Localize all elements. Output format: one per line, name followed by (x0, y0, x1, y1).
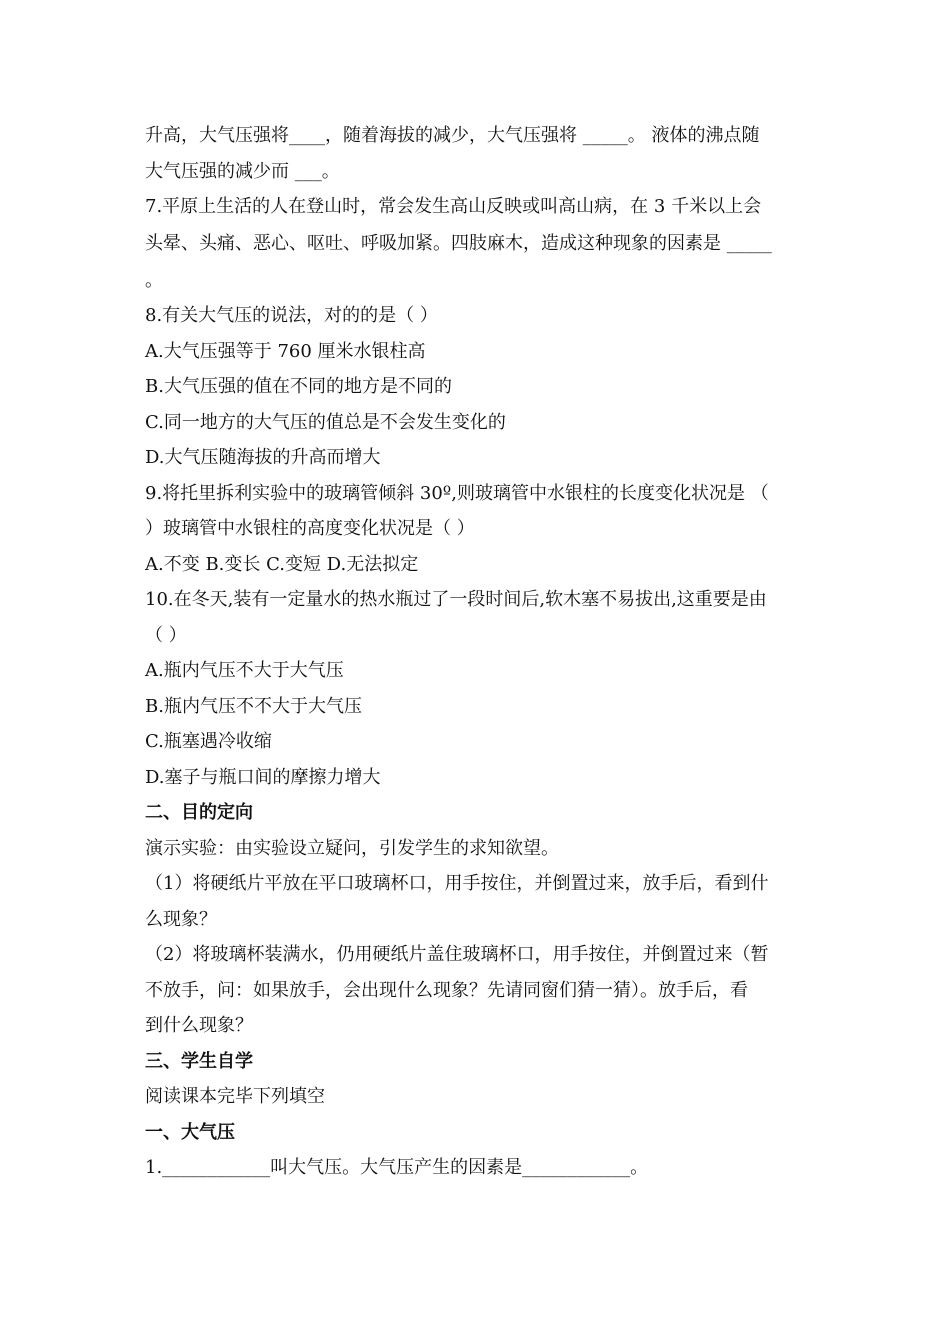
text-line: ）玻璃管中水银柱的高度变化状况是（ ） (145, 518, 475, 539)
subsection-heading: 一、大气压 (145, 1121, 235, 1143)
option-a: A.大气压强等于 760 厘米水银柱高 (145, 340, 426, 362)
text-line: （2）将玻璃杯装满水，仍用硬纸片盖住玻璃杯口，用手按住，并倒置过来（暂 (145, 944, 769, 965)
text-line: 大气压强的减少而 ___。 (145, 160, 340, 182)
text-line: 演示实验：由实验设立疑问，引发学生的求知欲望。 (145, 837, 559, 859)
option-c: C.瓶塞遇冷收缩 (145, 731, 272, 752)
text-line: 么现象？ (145, 908, 217, 930)
text-line: 到什么现象？ (145, 1015, 253, 1036)
text-line: （1）将硬纸片平放在平口玻璃杯口，用手按住，并倒置过来，放手后，看到什 (145, 873, 769, 894)
question-7: 7.平原上生活的人在登山时，常会发生高山反映或叫高山病，在 3 千米以上会 (145, 196, 762, 217)
option-a: A.瓶内气压不大于大气压 (145, 660, 344, 681)
text-line: 升高，大气压强将____，随着海拔的减少，大气压强将 _____。 液体的沸点随 (145, 125, 760, 146)
text-line: 阅读课本完毕下列填空 (145, 1086, 325, 1107)
text-line: 头晕、头痛、恶心、呕吐、呼吸加紧。四肢麻木，造成这种现象的因素是 _____ (145, 232, 772, 254)
option-b: B.瓶内气压不不大于大气压 (145, 695, 362, 717)
option-b: B.大气压强的值在不同的地方是不同的 (145, 376, 452, 397)
option-d: D.塞子与瓶口间的摩擦力增大 (145, 766, 381, 788)
question-10: 10.在冬天,装有一定量水的热水瓶过了一段时间后,软木塞不易拔出,这重要是由 (145, 589, 767, 610)
option-c: C.同一地方的大气压的值总是不会发生变化的 (145, 411, 506, 433)
section-heading: 二、目的定向 (145, 802, 253, 823)
text-line: 不放手，问：如果放手，会出现什么现象？先请同窗们猜一猜）。放手后，看 (145, 979, 748, 1001)
document-body (145, 118, 810, 1186)
option-d: D.大气压随海拔的升高而增大 (145, 447, 381, 468)
section-heading: 三、学生自学 (145, 1050, 253, 1072)
question-8: 8.有关大气压的说法，对的的是（ ） (145, 305, 438, 326)
text-line: （ ） (145, 624, 187, 646)
text-line: 。 (145, 269, 163, 291)
question-9: 9.将托里拆利实验中的玻璃管倾斜 30º,则玻璃管中水银柱的长度变化状况是 （ (145, 482, 769, 504)
fill-in-line: 1.____________叫大气压。大气压产生的因素是____________。 (145, 1157, 649, 1178)
options-row: A.不变 B.变长 C.变短 D.无法拟定 (145, 553, 419, 575)
